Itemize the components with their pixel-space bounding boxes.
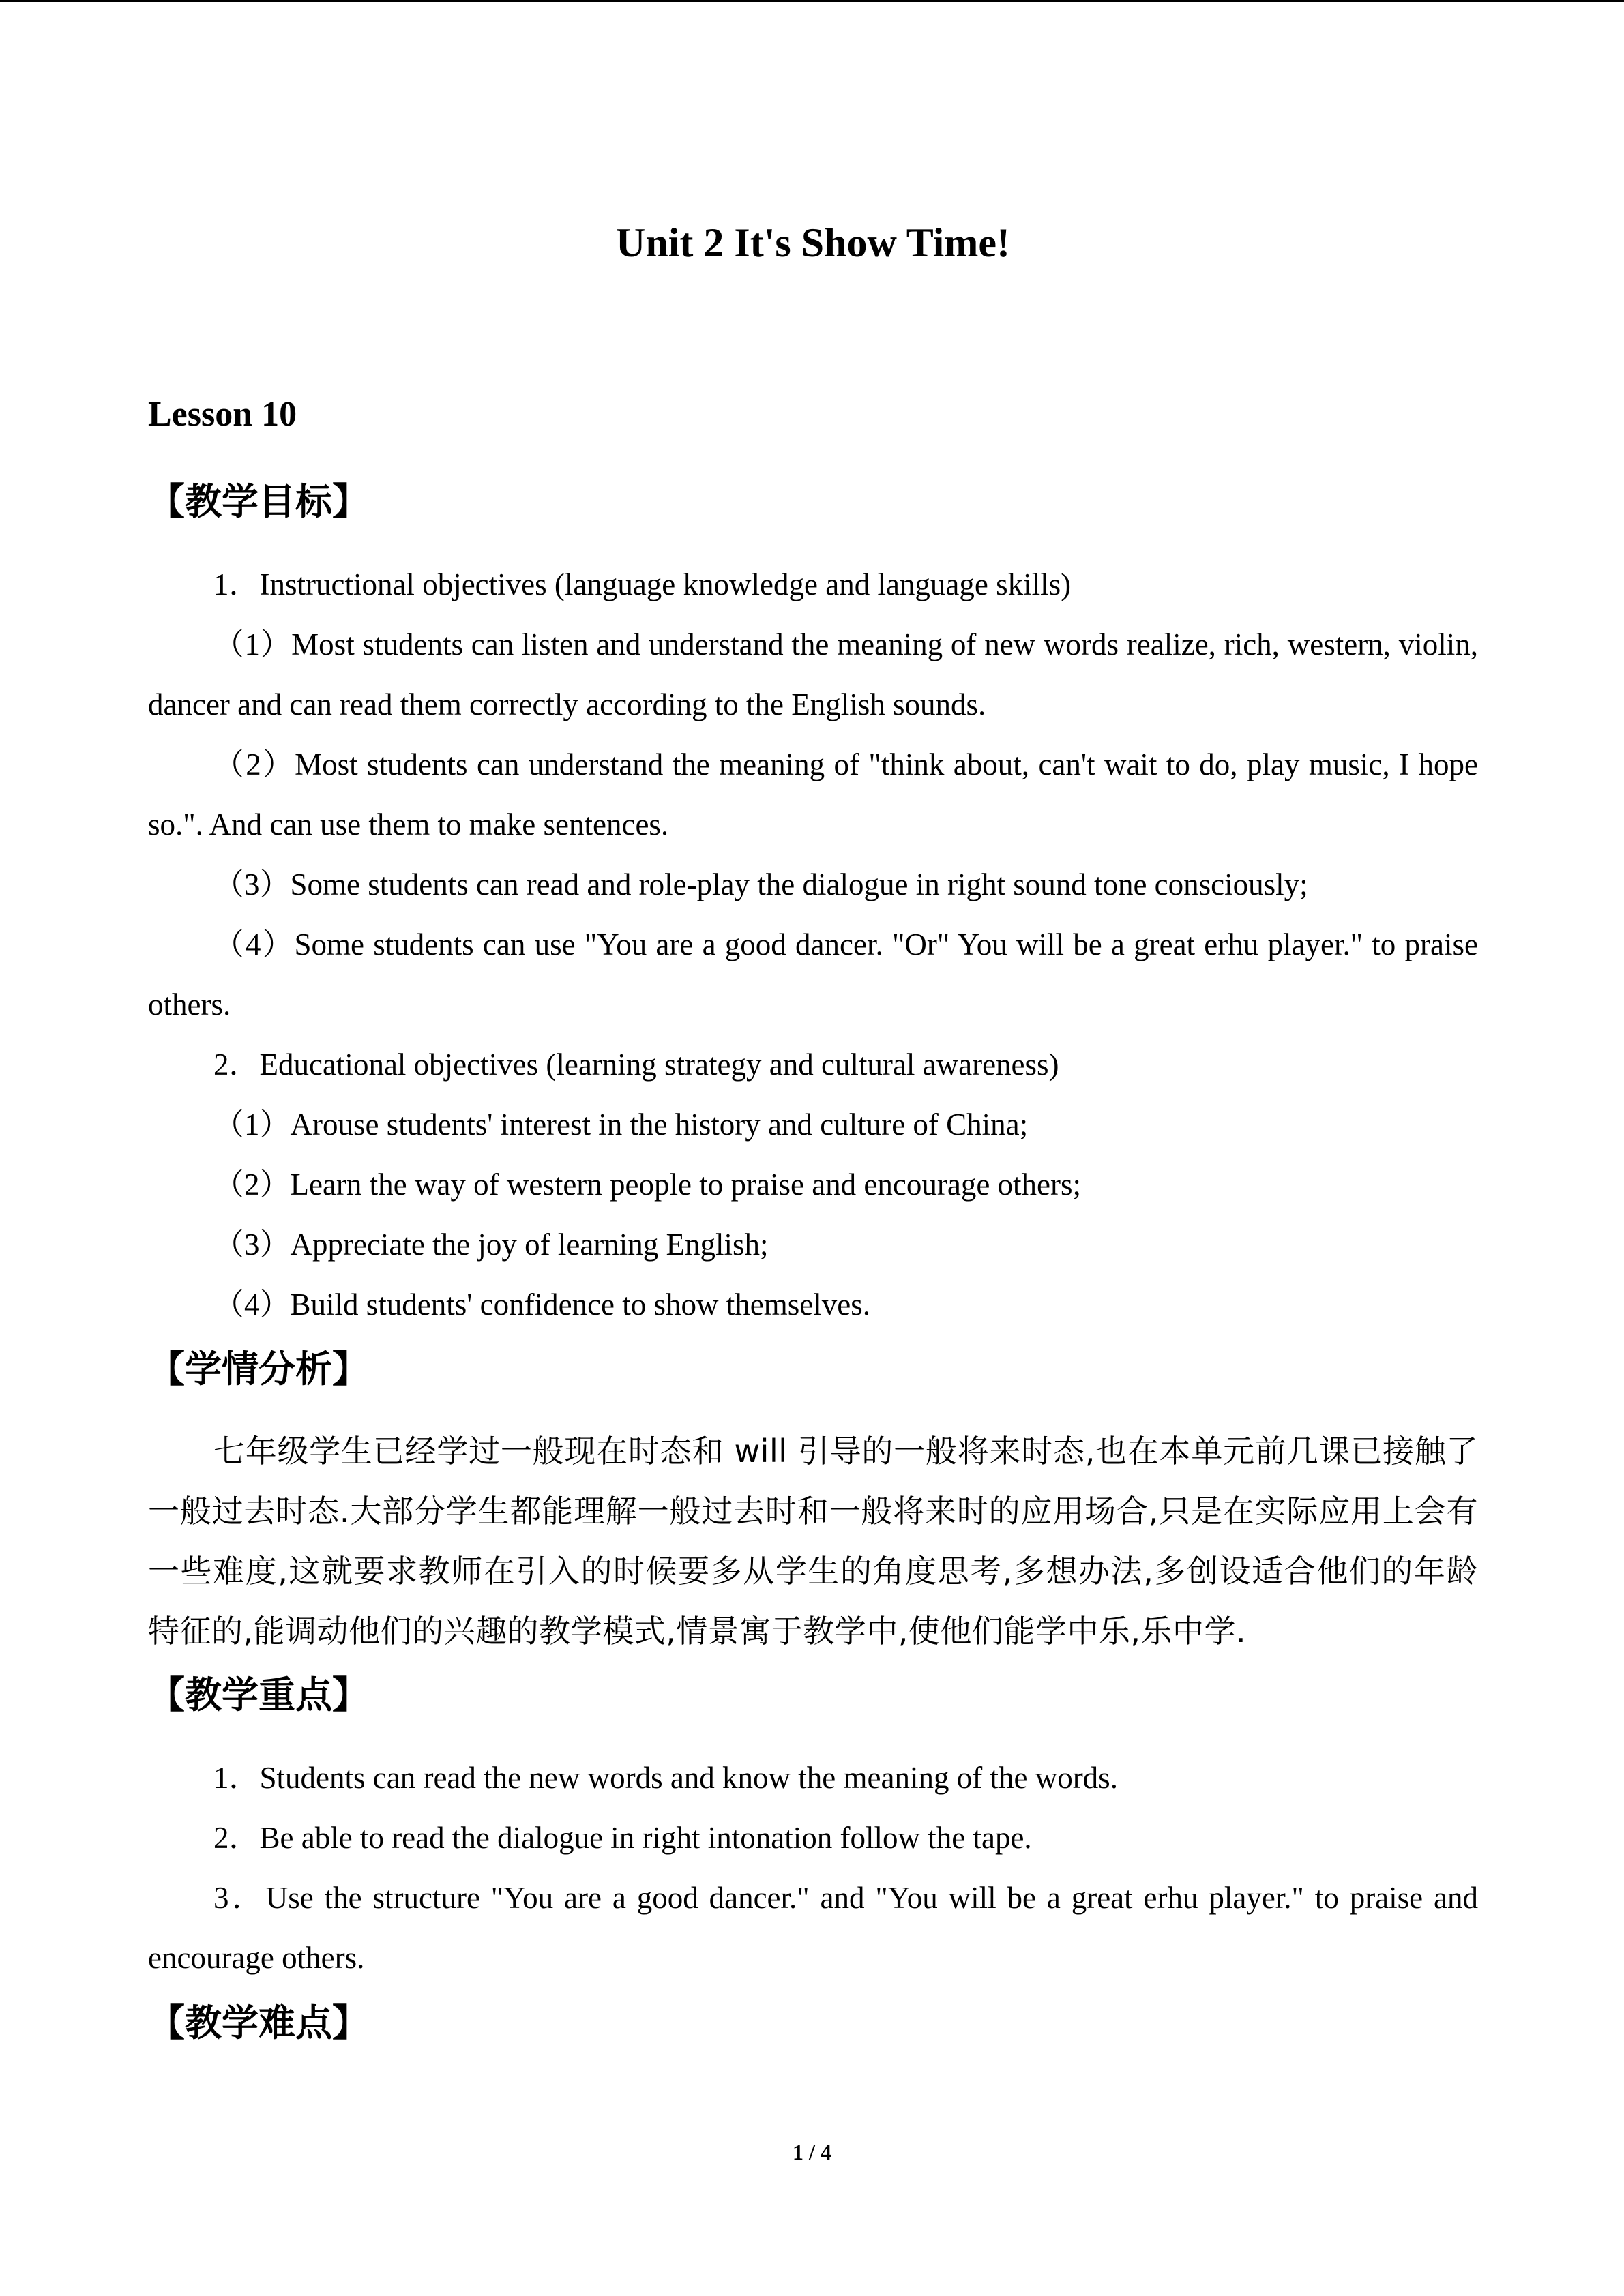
objective-item-1-sub-1: （1）Most students can listen and understand the meaning of new words realize, rich, western, violin, dancer and can read them correctly according to the English sounds. xyxy=(148,627,1478,721)
objectives-heading: 【教学目标】 xyxy=(148,480,369,523)
objective-item-1-sub-3: （3）Some students can read and role-play the dialogue in right sound tone consciously; xyxy=(213,867,1308,901)
key-points-heading: 【教学重点】 xyxy=(148,1673,369,1716)
objective-item-2-sub-1: （1）Arouse students' interest in the history and culture of China; xyxy=(213,1107,1029,1142)
objective-item-2-sub-4: （4）Build students' confidence to show themselves. xyxy=(213,1287,870,1322)
difficulties-heading: 【教学难点】 xyxy=(148,2001,369,2044)
objective-item-2-sub-2: （2）Learn the way of western people to praise and encourage others; xyxy=(213,1167,1082,1202)
objective-item-1-sub-2: （2）Most students can understand the meaning of "think about, can't wait to do, play music, I hope so.". And can use them to make sentences. xyxy=(148,747,1478,841)
page-number: 1 / 4 xyxy=(793,2140,831,2164)
objective-item-1: 1．Instructional objectives (language knowledge and language skills) xyxy=(213,567,1072,601)
objective-item-2: 2．Educational objectives (learning strategy and cultural awareness) xyxy=(213,1047,1059,1082)
lesson-heading: Lesson 10 xyxy=(148,395,297,434)
key-point-item-1: 1．Students can read the new words and know the meaning of the words. xyxy=(213,1761,1118,1795)
document-title: Unit 2 It's Show Time! xyxy=(616,220,1010,265)
objective-item-1-sub-4: （4）Some students can use "You are a good dancer. "Or" You will be a great erhu player." to praise others. xyxy=(148,927,1478,1022)
key-point-item-2: 2．Be able to read the dialogue in right intonation follow the tape. xyxy=(213,1821,1032,1855)
analysis-heading: 【学情分析】 xyxy=(148,1347,369,1390)
objective-item-2-sub-3: （3）Appreciate the joy of learning English; xyxy=(213,1227,769,1262)
analysis-paragraph: 七年级学生已经学过一般现在时态和 will 引导的一般将来时态,也在本单元前几课已接触了一般过去时态.大部分学生都能理解一般过去时和一般将来时的应用场合,只是在实际应用上会有一些难度,这就要求教师在引入的时候要多从学生的角度思考,多想办法,多创设适合他们的年龄特征的,能调动他们的兴趣的教学模式,情景寓于教学中,使他们能学中乐,乐中学. xyxy=(148,1433,1478,1650)
key-point-item-3: 3．Use the structure "You are a good dancer." and "You will be a great erhu player." to praise and encourage others. xyxy=(148,1881,1478,1975)
